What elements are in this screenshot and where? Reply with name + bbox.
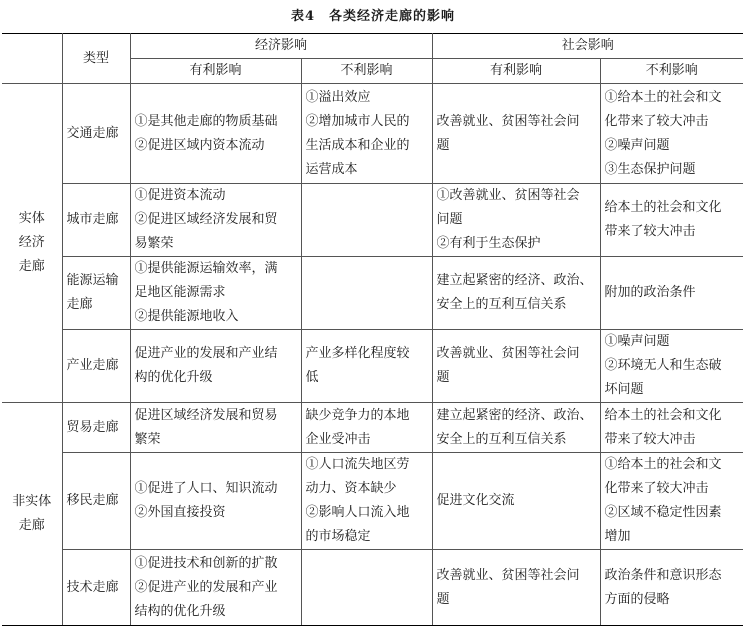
cell-line: 企业受冲击 <box>305 431 371 447</box>
cell-line: 交通走廊 <box>66 125 119 141</box>
soc-unfavorable-cell <box>600 453 743 550</box>
cell-line: 结构的优化升级 <box>134 603 226 619</box>
corridor-type <box>62 84 130 184</box>
cell-line: 方面的侵略 <box>604 591 670 607</box>
cell-line: 带来了较大冲击 <box>604 431 696 447</box>
cell-line: ②增加城市人民的 <box>305 113 410 129</box>
category-physical: 实体 经济 走廊 <box>2 84 62 403</box>
cell-line: 安全上的互利互信关系 <box>436 297 567 312</box>
cell-line: 题 <box>436 137 450 153</box>
table-row <box>2 330 743 403</box>
header-economic: 经济影响 <box>130 34 432 59</box>
cell-line: ①给本土的社会和文 <box>604 457 722 472</box>
cell-line: 改善就业、贫困等社会问 <box>436 113 580 129</box>
cell-line: 促进区域经济发展和贸易 <box>134 407 278 423</box>
cell-line: 产业走廊 <box>66 358 119 373</box>
corridor-type <box>62 257 130 330</box>
cell-line: ②促进区域经济发展和贸 <box>134 212 278 227</box>
table-row <box>2 257 743 330</box>
cell-line: ①促进了人口、知识流动 <box>134 481 278 496</box>
cell-line: ②有利于生态保护 <box>436 236 541 251</box>
soc-favorable-cell <box>432 550 600 626</box>
cell-line: 城市走廊 <box>66 212 119 227</box>
cell-line: ①人口流失地区劳 <box>305 457 410 472</box>
soc-unfavorable-cell <box>600 403 743 453</box>
soc-unfavorable-cell <box>600 257 743 330</box>
cell-line: 构的优化升级 <box>134 370 213 385</box>
soc-favorable-cell <box>432 84 600 184</box>
cell-line: ①溢出效应 <box>305 89 371 105</box>
cell-line: 贸易走廊 <box>66 419 119 435</box>
cell-line: 带来了较大冲击 <box>604 224 696 239</box>
cell-line: 问题 <box>436 212 463 227</box>
econ-favorable-cell <box>130 330 301 403</box>
cell-line: 建立起紧密的经济、政治、 <box>436 273 593 288</box>
cell-line: 繁荣 <box>134 431 161 447</box>
table-row <box>2 453 743 550</box>
soc-favorable-cell <box>432 403 600 453</box>
cell-line: 运营成本 <box>305 161 358 177</box>
cell-line: 易繁荣 <box>134 236 174 251</box>
cell-line: ①改善就业、贫困等社会 <box>436 188 580 203</box>
econ-unfavorable-cell <box>301 257 432 330</box>
header-social: 社会影响 <box>432 34 743 59</box>
corridor-type <box>62 330 130 403</box>
cell-line: 低 <box>305 370 319 385</box>
corridor-type <box>62 184 130 257</box>
soc-unfavorable-cell <box>600 330 743 403</box>
header-type: 类型 <box>62 34 130 84</box>
cell-line: 增加 <box>604 529 631 544</box>
cell-line: ②外国直接投资 <box>134 505 226 520</box>
cell-line: ①促进资本流动 <box>134 188 226 203</box>
soc-unfavorable-cell <box>600 184 743 257</box>
soc-favorable-cell <box>432 257 600 330</box>
category-nonphysical: 非实体 走廊 <box>2 403 62 626</box>
econ-unfavorable-cell <box>301 330 432 403</box>
cell-line: 的市场稳定 <box>305 529 371 544</box>
econ-unfavorable-cell <box>301 184 432 257</box>
table-row <box>2 84 743 184</box>
corridor-type <box>62 453 130 550</box>
econ-favorable-cell <box>130 403 301 453</box>
cell-line: 坏问题 <box>604 382 644 397</box>
cell-line: ②促进区域内资本流动 <box>134 137 265 153</box>
soc-unfavorable-cell <box>600 84 743 184</box>
cell-line: 题 <box>436 591 450 607</box>
econ-favorable-cell <box>130 257 301 330</box>
cell-line: 化带来了较大冲击 <box>604 481 709 496</box>
soc-favorable-cell <box>432 184 600 257</box>
cell-line: ②促进产业的发展和产业 <box>134 579 278 595</box>
cell-line: 题 <box>436 370 450 385</box>
econ-favorable-cell <box>130 184 301 257</box>
econ-unfavorable-cell <box>301 453 432 550</box>
cell-line: 促进文化交流 <box>436 493 515 508</box>
cell-line: ②提供能源地收入 <box>134 309 239 324</box>
cell-line: 附加的政治条件 <box>604 285 696 300</box>
header-econ-favorable: 有利影响 <box>130 59 301 84</box>
cell-line: 技术走廊 <box>66 579 119 595</box>
cell-line: ②噪声问题 <box>604 137 670 153</box>
econ-unfavorable-cell <box>301 84 432 184</box>
corridor-type <box>62 550 130 626</box>
cell-line: ①噪声问题 <box>604 334 670 349</box>
header-soc-unfavorable: 不利影响 <box>600 59 743 84</box>
econ-favorable-cell <box>130 84 301 184</box>
cell-line: 给本土的社会和文化 <box>604 407 722 423</box>
cell-line: ③生态保护问题 <box>604 161 696 177</box>
soc-favorable-cell <box>432 330 600 403</box>
corridor-impact-table <box>2 33 743 626</box>
header-econ-unfavorable: 不利影响 <box>301 59 432 84</box>
cell-line: 建立起紧密的经济、政治、 <box>436 407 593 423</box>
header-blank <box>2 34 62 84</box>
cell-line: 走廊 <box>66 297 93 312</box>
econ-unfavorable-cell <box>301 550 432 626</box>
table-row <box>2 403 743 453</box>
econ-unfavorable-cell <box>301 403 432 453</box>
cell-line: 政治条件和意识形态 <box>604 567 722 583</box>
cell-line: ①提供能源运输效率，满 <box>134 261 278 276</box>
cell-line: 足地区能源需求 <box>134 285 226 300</box>
cell-line: 缺少竞争力的本地 <box>305 407 410 423</box>
cell-line: 安全上的互利互信关系 <box>436 431 567 447</box>
cell-line: 改善就业、贫困等社会问 <box>436 567 580 583</box>
cell-line: 生活成本和企业的 <box>305 137 410 153</box>
cell-line: ①是其他走廊的物质基础 <box>134 113 278 129</box>
table-row <box>2 550 743 626</box>
cell-line: 促进产业的发展和产业结 <box>134 346 278 361</box>
header-soc-favorable: 有利影响 <box>432 59 600 84</box>
cell-line: ①给本土的社会和文 <box>604 89 722 105</box>
table-title: 表4 各类经济走廊的影响 <box>290 9 456 24</box>
cell-line: 动力、资本缺少 <box>305 481 397 496</box>
cell-line: 化带来了较大冲击 <box>604 113 709 129</box>
corridor-type <box>62 403 130 453</box>
econ-favorable-cell <box>130 550 301 626</box>
cell-line: 能源运输 <box>66 273 119 288</box>
cell-line: ②环境无人和生态破 <box>604 358 722 373</box>
econ-favorable-cell <box>130 453 301 550</box>
table-row <box>2 184 743 257</box>
cell-line: 移民走廊 <box>66 493 119 508</box>
cell-line: 产业多样化程度较 <box>305 346 410 361</box>
soc-unfavorable-cell <box>600 550 743 626</box>
cell-line: 给本土的社会和文化 <box>604 200 722 215</box>
cell-line: ①促进技术和创新的扩散 <box>134 555 278 571</box>
soc-favorable-cell <box>432 453 600 550</box>
cell-line: ②影响人口流入地 <box>305 505 410 520</box>
cell-line: 改善就业、贫困等社会问 <box>436 346 580 361</box>
cell-line: ②区域不稳定性因素 <box>604 505 722 520</box>
